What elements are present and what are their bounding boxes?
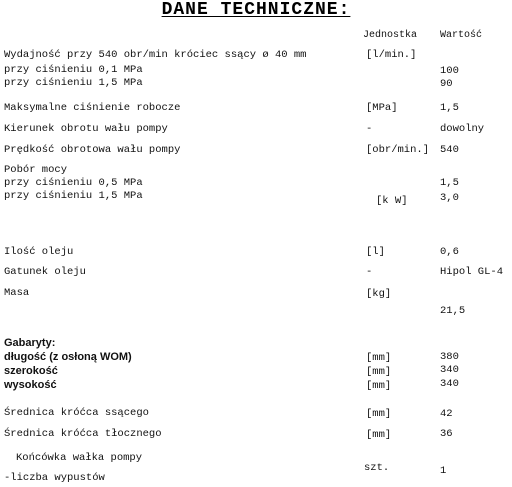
row-unit-length: [mm] [366,352,392,364]
row-label-length: długość (z osłoną WOM) [4,351,132,363]
row-value-splines: 1 [440,465,447,477]
row-unit-suction-diameter: [mm] [366,408,392,420]
row-label-power: Pobór mocy [4,164,68,176]
row-label-power-05: przy ciśnieniu 0,5 MPa [4,177,143,189]
row-value-oil-type: Hipol GL-4 [440,266,504,278]
row-value-capacity-01: 100 [440,65,459,77]
row-unit-oil-amount: [l] [366,246,385,258]
row-value-suction-diameter: 42 [440,408,453,420]
row-unit-max-pressure: [MPa] [366,102,398,114]
row-label-mass: Masa [4,287,30,299]
row-value-height: 340 [440,378,459,390]
row-label-capacity-15: przy ciśnieniu 1,5 MPa [4,77,143,89]
row-unit-capacity: [l/min.] [366,49,417,61]
row-value-rotation: dowolny [440,123,485,135]
page-title: DANE TECHNICZNE: [161,0,351,20]
row-label-suction-diameter: Średnica króćca ssącego [4,407,149,419]
row-unit-width: [mm] [366,366,392,378]
row-label-capacity: Wydajność przy 540 obr/min króciec ssący ø 40 mm [4,49,307,61]
row-unit-mass: [kg] [366,288,392,300]
row-value-length: 380 [440,351,459,363]
row-label-height: wysokość [4,379,57,391]
row-value-capacity-15: 90 [440,78,453,90]
row-value-power-15: 3,0 [440,192,459,204]
row-label-power-15: przy ciśnieniu 1,5 MPa [4,190,143,202]
row-label-width: szerokość [4,365,58,377]
row-label-oil-amount: Ilość oleju [4,246,74,258]
row-unit-height: [mm] [366,380,392,392]
row-label-speed: Prędkość obrotowa wału pompy [4,144,181,156]
row-value-mass: 21,5 [440,305,466,317]
row-value-speed: 540 [440,144,459,156]
row-label-discharge-diameter: Średnica króćca tłocznego [4,428,162,440]
row-value-width: 340 [440,364,459,376]
row-value-max-pressure: 1,5 [440,102,459,114]
row-label-max-pressure: Maksymalne ciśnienie robocze [4,102,181,114]
row-value-discharge-diameter: 36 [440,428,453,440]
row-unit-power: [k W] [376,195,408,207]
row-label-splines: -liczba wypustów [4,472,105,484]
row-label-oil-type: Gatunek oleju [4,266,86,278]
row-value-power-05: 1,5 [440,177,459,189]
column-header-unit: Jednostka [363,30,418,41]
row-label-dimensions: Gabaryty: [4,337,56,349]
row-unit-oil-type: - [366,266,373,278]
row-label-capacity-01: przy ciśnieniu 0,1 MPa [4,64,143,76]
row-value-oil-amount: 0,6 [440,246,459,258]
row-unit-discharge-diameter: [mm] [366,429,392,441]
row-label-rotation: Kierunek obrotu wału pompy [4,123,168,135]
column-header-value: Wartość [440,30,483,41]
row-unit-splines: szt. [364,462,390,474]
row-unit-rotation: - [366,123,373,135]
row-label-shaft-end: Końcówka wałka pompy [16,452,143,464]
row-unit-speed: [obr/min.] [366,144,430,156]
